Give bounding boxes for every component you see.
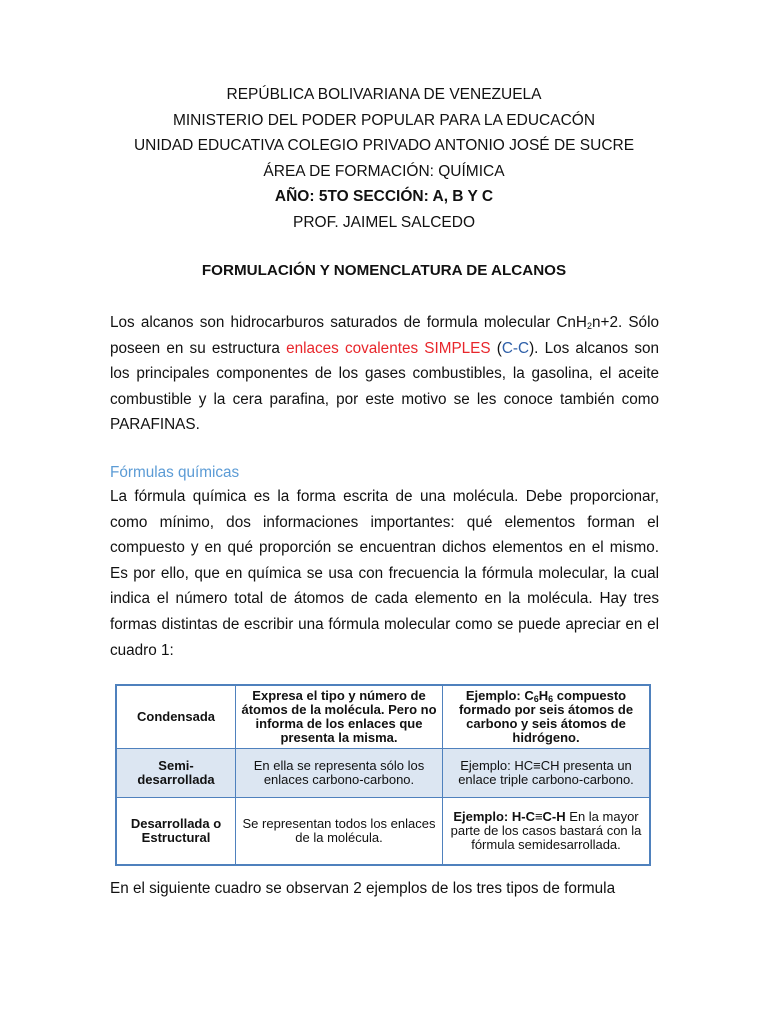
intro-highlight-blue: C-C (501, 339, 530, 357)
table-row (116, 685, 650, 749)
intro-text-4: ). Los alcanos son los principales componentes de los gases combustibles, la gasolina, el aceite combustible y la cera parafina, por este motivo se les conoce también como PARAFINAS. (110, 339, 659, 434)
header-line-teacher: PROF. JAIMEL SALCEDO (292, 213, 476, 231)
intro-highlight-red: enlaces covalentes SIMPLES (286, 339, 491, 357)
table-cell-condensada-example (443, 685, 651, 749)
section-heading-formulas: Fórmulas químicas (110, 464, 240, 481)
formulas-paragraph: La fórmula química es la forma escrita de una molécula. Debe proporcionar, como mínimo, dos informaciones importantes: qué elementos forman el compuesto y en qué proporción se encuentran dichos elementos en el mismo. Es por ello, que en química se usa con frecuencia la fórmula molecular, la cual indica el número total de átomos de cada elemento en la molécula. Hay tres formas distintas de escribir una fórmula molecular como se puede apreciar en el cuadro 1: (110, 488, 659, 659)
example-label: Ejemplo: H-C≡C-H (453, 809, 566, 824)
table-cell-semidesarrollada-name: Semi-desarrollada (116, 749, 236, 798)
intro-text-2: n+2. Sólo poseen en su estructura (110, 314, 659, 357)
intro-text-3: ( (490, 339, 502, 357)
table-cell-condensada-description: Expresa el tipo y número de átomos de la molécula. Pero no informa de los enlaces que presenta la misma. (236, 685, 443, 749)
intro-text-1: Los alcanos son hidrocarburos saturados de formula molecular CnH (110, 314, 587, 331)
example-text: H (538, 688, 549, 703)
closing-paragraph: En el siguiente cuadro se observan 2 ejemplos de los tres tipos de formula (110, 880, 616, 897)
formula-types-table (115, 684, 651, 866)
intro-paragraph (110, 310, 659, 438)
header-line-country: REPÚBLICA BOLIVARIANA DE VENEZUELA (226, 86, 542, 103)
document-header (0, 82, 768, 236)
header-line-ministry: MINISTERIO DEL PODER POPULAR PARA LA EDUCACÓN (172, 111, 596, 129)
table-cell-desarrollada-description: Se representan todos los enlaces de la molécula. (236, 798, 443, 866)
example-subscript: 6 (548, 694, 554, 704)
document-title: FORMULACIÓN Y NOMENCLATURA DE ALCANOS (201, 262, 567, 279)
table-cell-semidesarrollada-description: En ella se representa sólo los enlaces carbono-carbono. (236, 749, 443, 798)
table-row (116, 798, 650, 866)
example-text: compuesto formado por seis átomos de carbono y seis átomos de hidrógeno. (458, 688, 634, 745)
intro-subscript: 2 (586, 321, 592, 331)
table-cell-condensada-name: Condensada (116, 685, 236, 749)
table-cell-desarrollada-name: Desarrollada o Estructural (116, 798, 236, 866)
header-line-subject-area: ÁREA DE FORMACIÓN: QUÍMICA (263, 162, 505, 180)
header-line-school: UNIDAD EDUCATIVA COLEGIO PRIVADO ANTONIO JOSÉ DE SUCRE (133, 137, 635, 155)
table-row (116, 749, 650, 798)
example-text: Ejemplo: C (465, 688, 534, 703)
table-cell-semidesarrollada-example: Ejemplo: HC≡CH presenta un enlace triple carbono-carbono. (443, 749, 651, 798)
header-line-year-section: AÑO: 5TO SECCIÓN: A, B Y C (274, 188, 494, 206)
example-subscript: 6 (533, 694, 539, 704)
example-text: En la mayor parte de los casos bastará con la fórmula semidesarrollada. (450, 809, 642, 852)
table-cell-desarrollada-example (443, 798, 651, 866)
